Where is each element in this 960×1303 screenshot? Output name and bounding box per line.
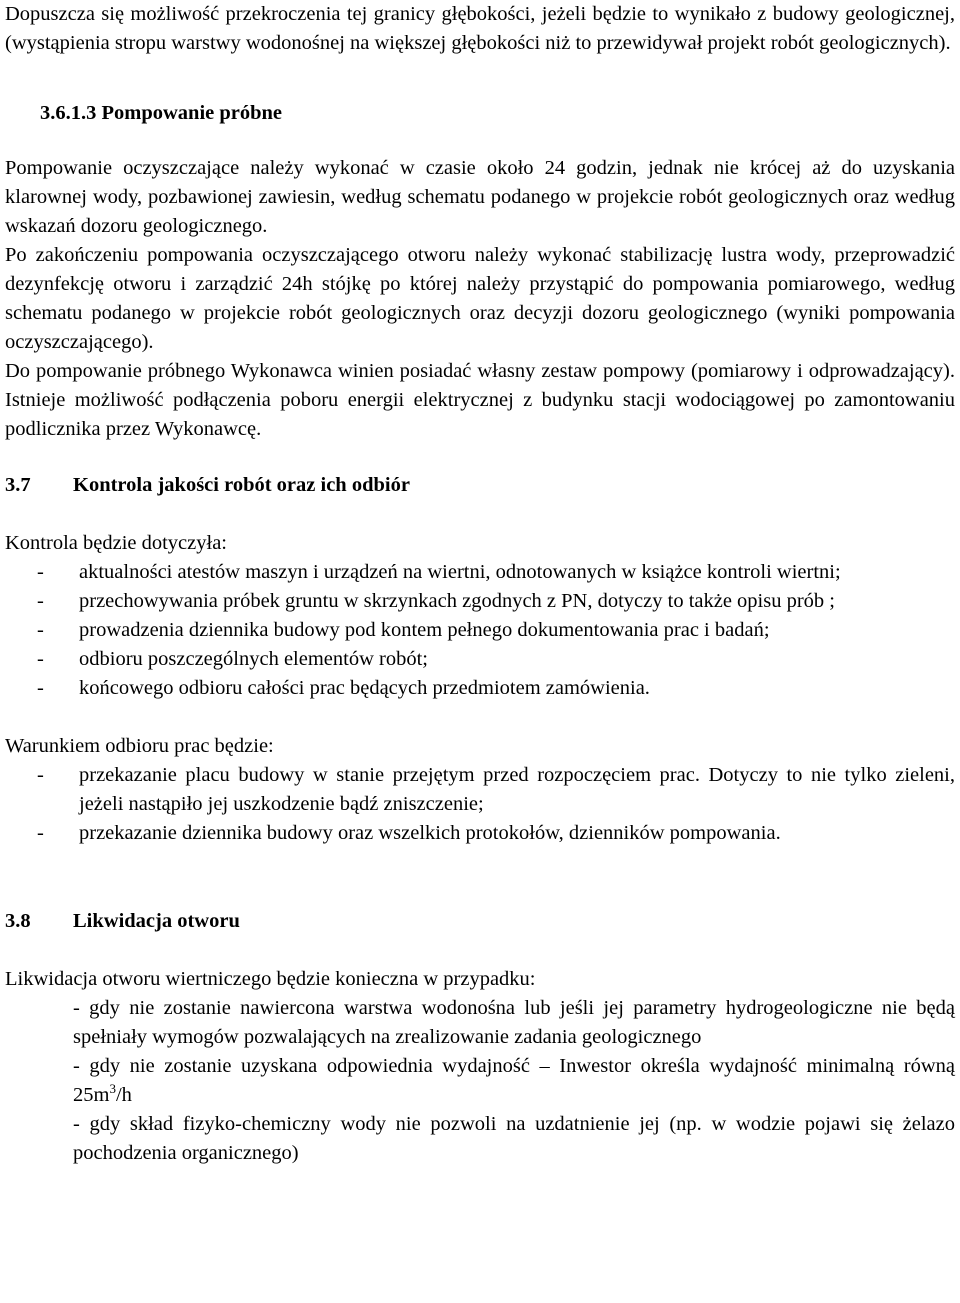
section-heading-3-6-1-3: 3.6.1.3 Pompowanie próbne — [40, 102, 283, 124]
list-item: - przekazanie placu budowy w stanie przejętym przed rozpoczęciem prac. Dotyczy to nie tylko zieleni, jeżeli nastąpiło jej uszkodzenie bądź zniszczenie; — [5, 761, 955, 819]
list-item: - końcowego odbioru całości prac będących przedmiotem zamówienia. — [5, 674, 955, 703]
list-item: - prowadzenia dziennika budowy pod kontem pełnego dokumentowania prac i badań; — [5, 616, 955, 645]
paragraph-pump-equipment: Do pompowanie próbnego Wykonawca winien posiadać własny zestaw pompowy (pomiarowy i odprowadzający). Istnieje możliwość podłączenia poboru energii elektrycznej z budynku stacji wodociągowej po zamontowaniu podlicznika przez Wykonawcę. — [5, 360, 955, 440]
liquidation-case-2 — [73, 1052, 955, 1110]
section-title: Kontrola jakości robót oraz ich odbiór — [73, 474, 410, 496]
paragraph-flushing: Pompowanie oczyszczające należy wykonać w czasie około 24 godzin, jednak nie krócej aż do uzyskania klarownej wody, pozbawionej zawiesin, według schematu podanego w projekcie robót geologicznych oraz według wskazań dozoru geologicznego. — [5, 157, 955, 237]
liquidation-case-3: - gdy skład fizyko-chemiczny wody nie pozwoli na uzdatnienie jej (np. w wodzie pojawi się żelazo pochodzenia organicznego) — [73, 1113, 955, 1164]
section-title: Likwidacja otworu — [73, 910, 240, 932]
control-intro: Kontrola będzie dotyczyła: — [5, 532, 227, 554]
top-paragraph: Dopuszcza się możliwość przekroczenia tej granicy głębokości, jeżeli będzie to wynikało z budowy geologicznej, (wystąpienia stropu warstwy wodonośnej na większej głębokości niż to przewidywał projekt robót geologicznych). — [5, 3, 955, 54]
list-item: - przechowywania próbek gruntu w skrzynkach zgodnych z PN, dotyczy to także opisu prób ; — [5, 587, 955, 616]
liquidation-cases — [5, 994, 955, 1168]
liquidation-case-1: - gdy nie zostanie nawiercona warstwa wodonośna lub jeśli jej parametry hydrogeologiczne nie będą spełniały wymogów pozwalających na zrealizowanie zadania geologicznego — [73, 997, 955, 1048]
document-page — [5, 0, 955, 1168]
section-number: 3.7 — [5, 474, 31, 496]
list-item: - przekazanie dziennika budowy oraz wszelkich protokołów, dzienników pompowania. — [5, 819, 955, 848]
control-list — [5, 558, 955, 703]
liquidation-intro: Likwidacja otworu wiertniczego będzie konieczna w przypadku: — [5, 968, 536, 990]
acceptance-intro: Warunkiem odbioru prac będzie: — [5, 735, 274, 757]
case-2-tail: /h — [115, 1084, 132, 1106]
case-2-superscript: 3 — [109, 1081, 116, 1096]
list-item: - odbioru poszczególnych elementów robót; — [5, 645, 955, 674]
paragraph-stabilization: Po zakończeniu pompowania oczyszczającego otworu należy wykonać stabilizację lustra wody, przeprowadzić dezynfekcję otworu i zarządzić 24h stójkę po której należy przystąpić do pompowania pomiarowego, według schematu podanego w projekcie robót geologicznych oraz decyzji dozoru geologicznego (wyniki pompowania oczyszczającego). — [5, 244, 955, 353]
section-number: 3.8 — [5, 910, 31, 932]
acceptance-list — [5, 761, 955, 848]
section-heading-3-8 — [5, 907, 955, 936]
list-item: - aktualności atestów maszyn i urządzeń na wiertni, odnotowanych w książce kontroli wiertni; — [5, 558, 955, 587]
case-2-text: - gdy nie zostanie uzyskana odpowiednia wydajność – Inwestor określa wydajność minimalną równą 25m — [73, 1055, 955, 1106]
section-heading-3-7 — [5, 471, 955, 500]
